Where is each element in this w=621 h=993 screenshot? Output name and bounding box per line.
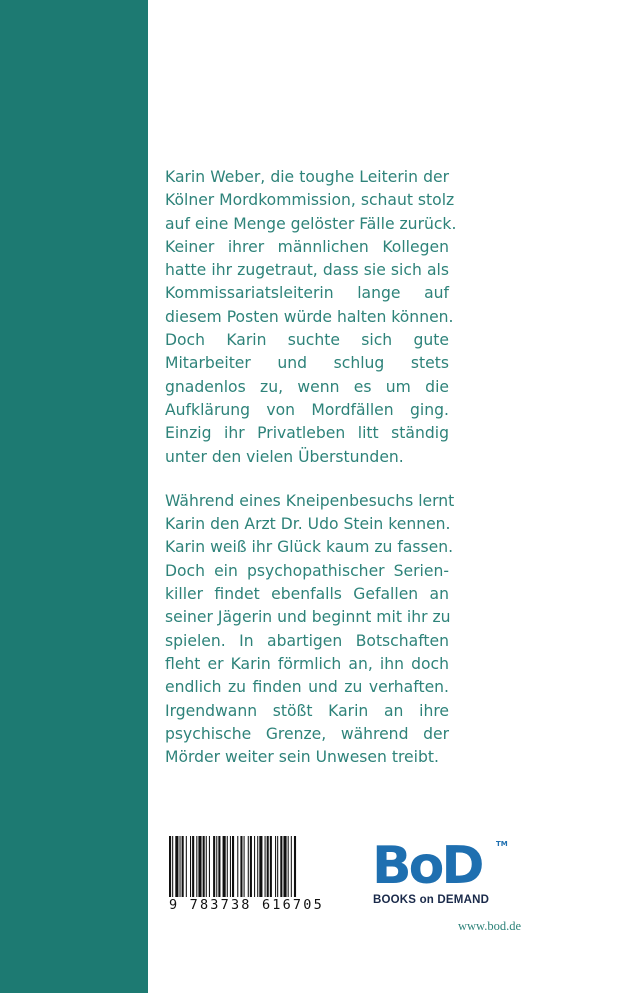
- barcode-bar: [182, 836, 184, 902]
- blurb-line: Doch ein psychopathischer Serien-: [165, 561, 449, 580]
- blurb-line: seiner Jägerin und beginnt mit ihr zu: [165, 608, 451, 627]
- barcode-bar: [196, 836, 197, 902]
- blurb-line: Karin den Arzt Dr. Udo Stein kennen.: [165, 515, 451, 534]
- barcode-bar: [169, 836, 171, 902]
- barcode-bars: [165, 836, 330, 902]
- barcode-bar: [240, 836, 242, 902]
- blurb-line: Mörder weiter sein Unwesen treibt.: [165, 748, 439, 767]
- barcode-bar: [294, 836, 296, 902]
- barcode-bar: [275, 836, 276, 902]
- blurb-line: psychische Grenze, während der: [165, 724, 449, 743]
- barcode-bar: [216, 836, 217, 902]
- blurb-line: killer findet ebenfalls Gefallen an: [165, 585, 449, 604]
- barcode-bar: [259, 836, 262, 902]
- barcode-bar: [209, 836, 210, 902]
- isbn-barcode: [165, 836, 330, 912]
- blurb-line: fleht er Karin förmlich an, ihn doch: [165, 654, 449, 673]
- barcode-bar: [248, 836, 249, 902]
- barcode-bar: [291, 836, 292, 902]
- barcode-bar: [206, 836, 207, 902]
- blurb-line: spielen. In abartigen Botschaften: [165, 631, 449, 650]
- blurb-line: Einzig ihr Privatleben litt ständig: [165, 424, 449, 443]
- blurb-line: Während eines Kneipenbesuchs lernt: [165, 491, 455, 510]
- barcode-bar: [180, 836, 181, 902]
- blurb-line: Keiner ihrer männlichen Kollegen: [165, 237, 449, 256]
- blurb-line: hatte ihr zugetraut, dass sie sich als: [165, 261, 449, 280]
- blurb-line: Karin Weber, die toughe Leiterin der: [165, 168, 449, 186]
- isbn-number: 9 783738 616705: [165, 897, 330, 914]
- barcode-bar: [237, 836, 238, 902]
- barcode-bar: [288, 836, 289, 902]
- barcode-bar: [190, 836, 191, 902]
- barcode-bar: [280, 836, 282, 902]
- barcode-bar: [175, 836, 178, 902]
- barcode-bar: [244, 836, 245, 902]
- barcode-bar: [267, 836, 269, 902]
- blurb-line: Mitarbeiter und schlug stets: [165, 354, 449, 373]
- publisher-url: www.bod.de: [458, 919, 522, 933]
- blurb-line: Aufklärung von Mordfällen ging.: [165, 400, 449, 419]
- blurb-line: unter den vielen Überstunden.: [165, 447, 404, 466]
- barcode-bar: [265, 836, 266, 902]
- back-cover-blurb: [165, 166, 457, 790]
- barcode-bar: [257, 836, 258, 902]
- barcode-bar: [250, 836, 252, 902]
- barcode-bar: [270, 836, 272, 902]
- bod-logo-tagline: BOOKS on DEMAND: [373, 894, 490, 906]
- barcode-bar: [227, 836, 228, 902]
- bod-logo-wordmark: BoD: [372, 836, 482, 896]
- barcode-bar: [218, 836, 220, 902]
- blurb-line: diesem Posten würde halten können.: [165, 307, 454, 326]
- barcode-bar: [172, 836, 173, 902]
- barcode-bar: [203, 836, 205, 902]
- barcode-bar: [223, 836, 226, 902]
- blurb-line: Karin weiß ihr Glück kaum zu fassen.: [165, 538, 454, 557]
- trademark-symbol: TM: [496, 840, 508, 848]
- blurb-line: Kommissariatsleiterin lange auf: [165, 284, 449, 303]
- blurb-line: endlich zu finden und zu verhaften.: [165, 678, 449, 697]
- barcode-bar: [283, 836, 286, 902]
- blurb-line: Kölner Mordkommission, schaut stolz: [165, 191, 455, 210]
- blurb-line: gnadenlos zu, wenn es um die: [165, 377, 449, 396]
- blurb-line: auf eine Menge gelöster Fälle zurück.: [165, 214, 457, 233]
- barcode-bar: [277, 836, 278, 902]
- barcode-bar: [186, 836, 187, 902]
- barcode-bar: [198, 836, 201, 902]
- barcode-bar: [254, 836, 255, 902]
- bod-logo: [372, 838, 512, 908]
- barcode-bar: [232, 836, 234, 902]
- blurb-line: Doch Karin suchte sich gute: [165, 331, 449, 350]
- blurb-paragraph-1: [165, 166, 457, 469]
- barcode-bar: [213, 836, 215, 902]
- barcode-bar: [192, 836, 194, 902]
- cover-spine-band: [0, 0, 148, 993]
- blurb-line: Irgendwann stößt Karin an ihre: [165, 701, 449, 720]
- blurb-paragraph-2: [165, 490, 455, 770]
- barcode-bar: [230, 836, 231, 902]
